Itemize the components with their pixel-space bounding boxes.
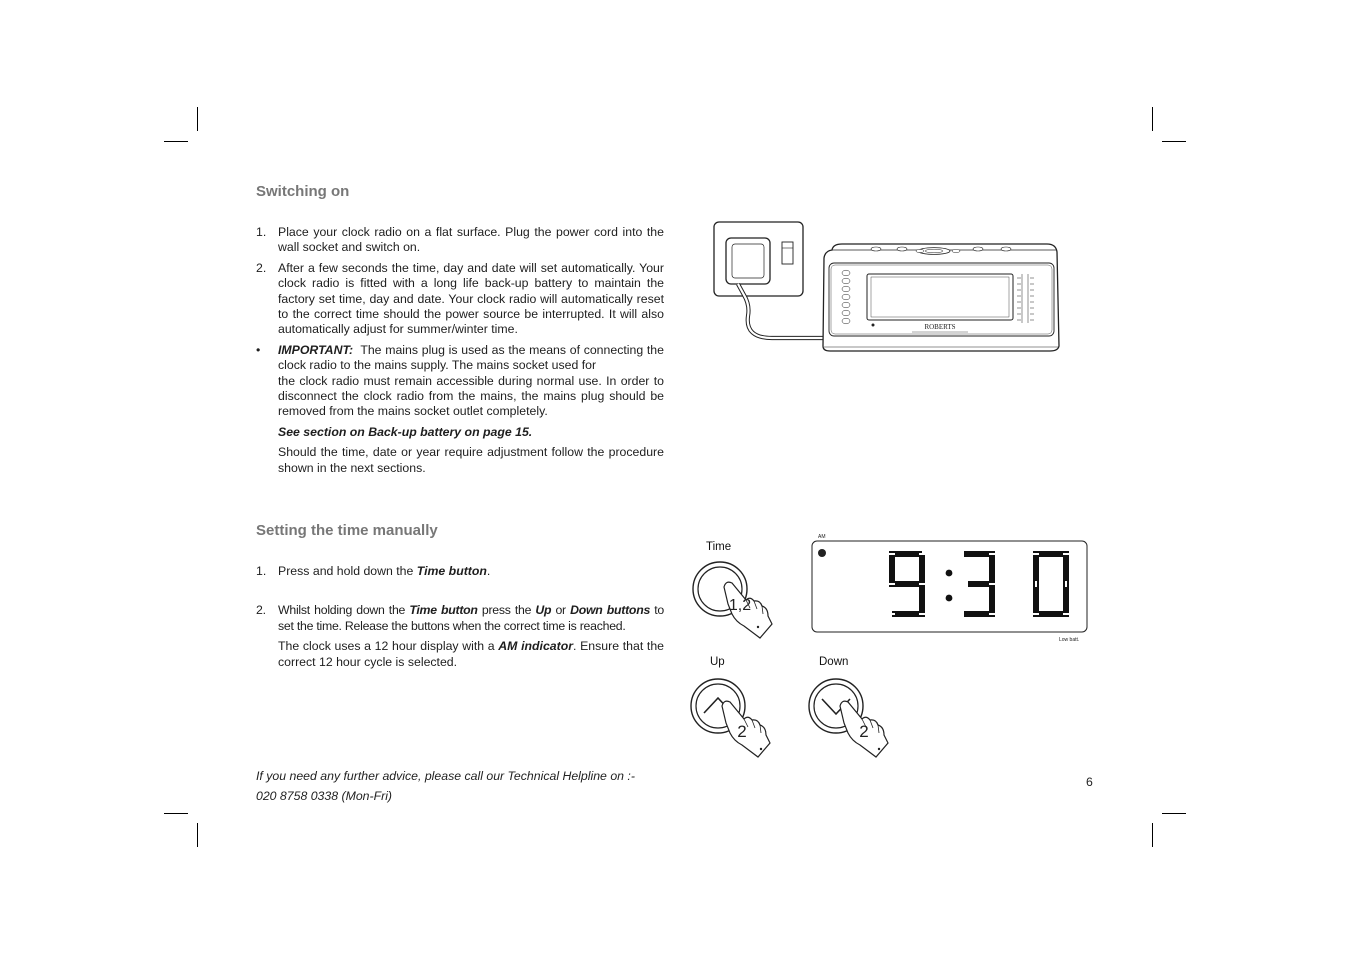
step-number: 1. — [256, 564, 267, 578]
step-badge: 2 — [737, 722, 747, 741]
note-text: . Ensure that the correct 12 hour cycle is selected. — [278, 639, 664, 669]
time-button-label: Time — [706, 541, 732, 553]
clock-radio-illustration — [712, 220, 1062, 360]
step-text: Place your clock radio on a flat surface. Plug the power cord into the wall socket and switch on. — [278, 225, 664, 255]
crop-mark — [1152, 107, 1153, 131]
up-button-ref: Up — [535, 603, 552, 618]
up-button-label: Up — [710, 656, 725, 668]
radio-brand-logo: ROBERTS — [924, 323, 956, 331]
step-number: 2. — [256, 260, 267, 275]
see-section-note: See section on Back-up battery on page 15. — [278, 424, 533, 439]
bullet-icon: • — [256, 342, 261, 357]
helpline-text: If you need any further advice, please call our Technical Helpline on :- — [256, 769, 635, 783]
colon-dot — [946, 595, 953, 602]
step-text: press the — [477, 603, 536, 618]
down-buttons-ref: Down buttons — [570, 603, 651, 618]
step-text: . — [486, 564, 491, 578]
important-label: IMPORTANT: — [278, 342, 354, 357]
step-text: or — [551, 603, 571, 618]
down-button-illustration — [806, 676, 898, 760]
list-item — [256, 564, 664, 579]
crop-mark — [1162, 141, 1186, 142]
radio-display — [867, 274, 1013, 320]
setting-time-body — [256, 564, 664, 670]
time-button-ref: Time button — [416, 564, 487, 578]
am-label: AM — [818, 534, 826, 540]
crop-mark — [197, 107, 198, 131]
step-number: 2. — [256, 603, 266, 618]
crop-mark — [164, 813, 188, 814]
step-text: After a few seconds the time, day and date will set automatically. Your clock radio is fitted with a long life back-up battery to maintain the factory set time, day and date. Your clock radio will automatically reset to the correct time should the power source be interrupted. It will also automatically adjust for summer/winter time. — [278, 260, 664, 337]
helpline-footer — [256, 766, 635, 806]
important-text: The mains plug is used as the means of connecting the clock radio to the mains supply. The mains socket used for — [278, 342, 664, 373]
time-button-ref: Time button — [409, 603, 478, 618]
time-button-illustration — [688, 556, 778, 640]
step-badge: 2 — [859, 722, 869, 741]
step-text: Whilst holding down the — [278, 603, 410, 618]
step-number: 1. — [256, 225, 267, 239]
display-time-text: 9:30 — [980, 642, 982, 643]
colon-dot — [946, 570, 953, 577]
crop-mark — [1152, 823, 1153, 847]
am-indicator-ref: AM indicator — [498, 639, 574, 654]
heading-switching-on: Switching on — [256, 183, 350, 200]
list-item — [256, 603, 664, 634]
list-item — [256, 225, 664, 256]
am-indicator-dot — [818, 549, 826, 557]
heading-setting-time: Setting the time manually — [256, 522, 438, 539]
list-item — [256, 261, 664, 338]
helpline-number: 020 8758 0338 (Mon-Fri) — [256, 789, 393, 803]
note-text: The clock uses a 12 hour display with a — [278, 639, 499, 654]
step-text: to set the time. Release the buttons when the correct time is reached. — [278, 603, 664, 633]
crop-mark — [1162, 813, 1186, 814]
important-bullet — [256, 343, 664, 420]
important-line — [278, 343, 664, 374]
crop-mark — [164, 141, 188, 142]
am-indicator-note — [256, 639, 664, 670]
step-badge: 1,2 — [728, 597, 752, 614]
switching-on-body — [256, 225, 664, 476]
socket-switch — [782, 242, 793, 264]
page-number: 6 — [1086, 775, 1093, 789]
step-text: Press and hold down the — [278, 564, 417, 578]
down-button-label: Down — [819, 656, 849, 668]
adjustment-note: Should the time, date or year require adjustment follow the procedure shown in the next sections. — [278, 445, 664, 475]
low-batt-label: Low batt. — [1059, 637, 1080, 643]
up-button-illustration — [688, 676, 778, 760]
lcd-display-illustration — [810, 530, 1095, 648]
important-text-2: the clock radio must remain accessible during normal use. In order to disconnect the clock radio from the mains, the mains plug should be removed from the mains socket outlet completely. — [278, 373, 664, 419]
crop-mark — [197, 823, 198, 847]
